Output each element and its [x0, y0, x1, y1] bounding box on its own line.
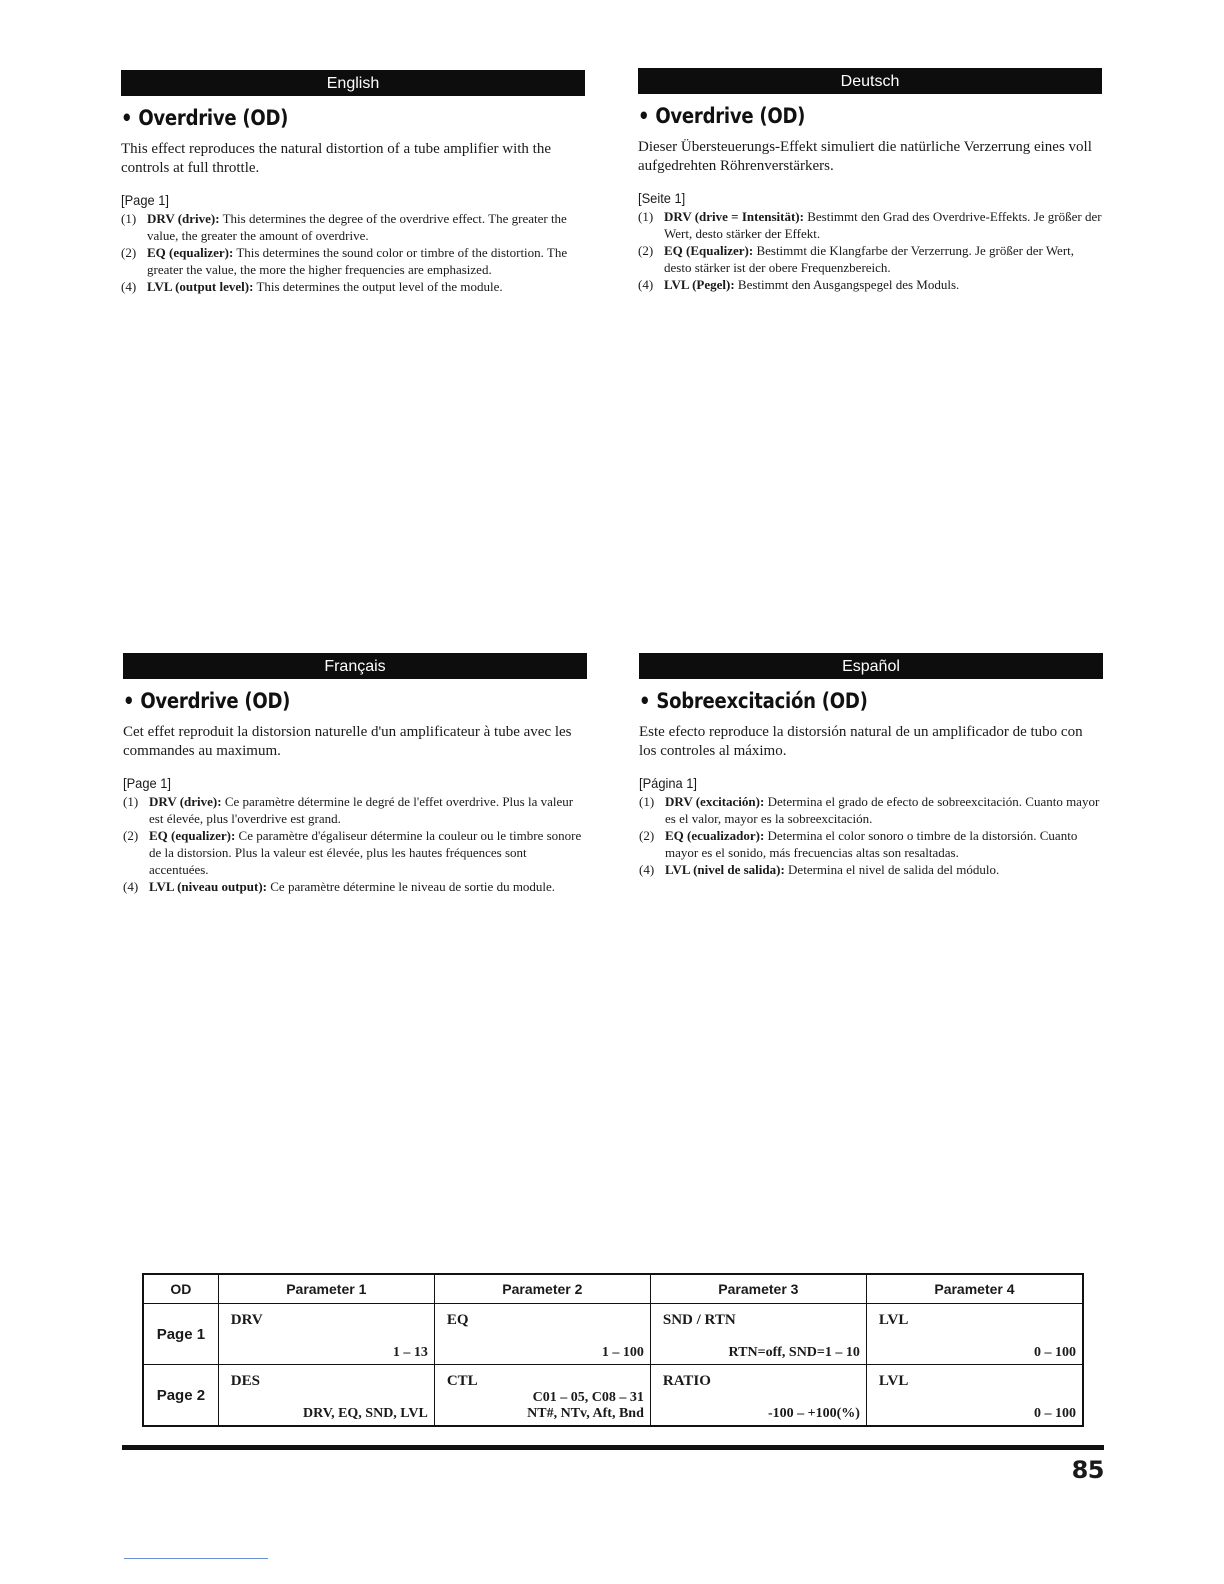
param-desc: Bestimmt den Grad des Overdrive-Effekts. Je größer der Wert, desto stärker der Effekt.	[664, 209, 1102, 241]
param-desc: Determina el color sonoro o timbre de la distorsión. Cuanto mayor es el sonido, más frecuencias altas son resaltadas.	[665, 828, 1078, 860]
cell-param-range: RTN=off, SND=1 – 10	[728, 1345, 860, 1360]
param-desc: This determines the degree of the overdrive effect. The greater the value, the greater the amount of overdrive.	[147, 211, 567, 243]
page-label: [Seite 1]	[638, 190, 686, 206]
section-english	[121, 70, 585, 295]
intro-text: Dieser Übersteuerungs-Effekt simuliert die natürliche Verzerrung eines voll aufgedrehten Röhrenverstärkers.	[638, 139, 1092, 174]
table-header-row	[143, 1274, 1083, 1304]
param-name: EQ (ecualizador):	[665, 828, 765, 843]
param-item: (2) EQ (ecualizador): Determina el color sonoro o timbre de la distorsión. Cuanto mayor es el sonido, más frecuencias altas son resaltadas.	[639, 828, 1078, 860]
param-item: (1) DRV (drive): Ce paramètre détermine le degré de l'effet overdrive. Plus la valeur est élevée, plus l'overdrive est grand.	[123, 794, 574, 826]
table-row	[143, 1365, 1083, 1427]
cell-param-range: 0 – 100	[1034, 1406, 1076, 1421]
table-cell	[218, 1304, 434, 1365]
cell-param-name: DES	[230, 1373, 260, 1389]
param-list	[639, 793, 1103, 878]
cell-param-name: EQ	[446, 1312, 469, 1328]
table-header: OD	[143, 1274, 218, 1304]
param-item: (4) LVL (niveau output): Ce paramètre détermine le niveau de sortie du module.	[123, 879, 556, 894]
param-item: (4) LVL (Pegel): Bestimmt den Ausgangspegel des Moduls.	[638, 277, 960, 292]
param-desc: This determines the sound color or timbre of the distortion. The greater the value, the more the higher frequencies are emphasized.	[147, 245, 568, 277]
param-desc: Determina el nivel de salida del módulo.	[788, 862, 1000, 877]
cell-param-name: RATIO	[662, 1373, 711, 1389]
parameter-table	[142, 1273, 1084, 1427]
param-name: LVL (niveau output):	[149, 879, 267, 894]
param-desc: Ce paramètre détermine le degré de l'effet overdrive. Plus la valeur est élevée, plus l'overdrive est grand.	[149, 794, 574, 826]
param-desc: Bestimmt die Klangfarbe der Verzerrung. Je größer der Wert, desto stärker ist der obere Frequenzbereich.	[664, 243, 1075, 275]
cell-param-name: CTL	[446, 1373, 478, 1389]
cell-param-name: LVL	[878, 1373, 909, 1389]
table-cell	[650, 1304, 866, 1365]
language-bar-francais: Français	[123, 653, 587, 679]
cell-param-name: LVL	[878, 1312, 909, 1328]
language-bar-espanol: Español	[639, 653, 1103, 679]
table-cell	[434, 1365, 650, 1427]
param-desc: Ce paramètre détermine le niveau de sortie du module.	[270, 879, 556, 894]
scan-artifact-line	[124, 1558, 268, 1559]
intro-text: Este efecto reproduce la distorsión natural de un amplificador de tubo con los controles al máximo.	[639, 724, 1083, 759]
param-name: LVL (nivel de salida):	[665, 862, 785, 877]
param-desc: Bestimmt den Ausgangspegel des Moduls.	[737, 277, 960, 292]
section-title: • Overdrive (OD)	[638, 104, 806, 128]
param-name: LVL (output level):	[147, 279, 254, 294]
cell-param-range: DRV, EQ, SND, LVL	[303, 1406, 428, 1421]
cell-param-range: -100 – +100(%)	[767, 1406, 860, 1421]
section-francais	[123, 653, 587, 895]
param-desc: Determina el grado de efecto de sobreexcitación. Cuanto mayor es el valor, mayor es la sobreexcitación.	[665, 794, 1100, 826]
param-list	[121, 210, 585, 295]
cell-param-range: 1 – 100	[601, 1345, 644, 1360]
cell-param-name: DRV	[230, 1312, 263, 1328]
language-bar-english: English	[121, 70, 585, 96]
param-desc: Ce paramètre d'égaliseur détermine la couleur ou le timbre sonore de la distorsion. Plus la valeur est élevée, plus les hautes fréquences sont accentuées.	[149, 828, 582, 877]
intro-text: Cet effet reproduit la distorsion naturelle d'un amplificateur à tube avec les commandes au maximum.	[123, 724, 572, 759]
param-list	[123, 793, 587, 895]
table-header: Parameter 1	[218, 1274, 434, 1304]
section-deutsch	[638, 68, 1102, 293]
param-item: (1) DRV (excitación): Determina el grado de efecto de sobreexcitación. Cuanto mayor es el valor, mayor es la sobreexcitación.	[639, 794, 1100, 826]
param-item: (1) DRV (drive = Intensität): Bestimmt den Grad des Overdrive-Effekts. Je größer der Wert, desto stärker der Effekt.	[638, 209, 1102, 241]
param-name: EQ (equalizer):	[149, 828, 236, 843]
param-list	[638, 208, 1102, 293]
param-item: (2) EQ (equalizer): This determines the sound color or timbre of the distortion. The greater the value, the more the higher frequencies are emphasized.	[121, 245, 568, 277]
cell-param-range: C01 – 05, C08 – 31 NT#, NTv, Aft, Bnd	[527, 1390, 644, 1421]
param-item: (4) LVL (output level): This determines the output level of the module.	[121, 279, 503, 294]
section-espanol	[639, 653, 1103, 878]
param-desc: This determines the output level of the module.	[256, 279, 503, 294]
param-item: (1) DRV (drive): This determines the degree of the overdrive effect. The greater the value, the greater the amount of overdrive.	[121, 211, 567, 243]
table-cell	[434, 1304, 650, 1365]
param-name: EQ (equalizer):	[147, 245, 234, 260]
param-name: EQ (Equalizer):	[664, 243, 754, 258]
table-cell	[218, 1365, 434, 1427]
cell-param-range: 0 – 100	[1034, 1345, 1076, 1360]
language-bar-deutsch: Deutsch	[638, 68, 1102, 94]
table-cell	[866, 1304, 1083, 1365]
section-title: • Overdrive (OD)	[123, 689, 291, 713]
bottom-rule-divider	[122, 1445, 1104, 1450]
cell-param-range: 1 – 13	[392, 1345, 428, 1360]
table-cell	[866, 1365, 1083, 1427]
table-header: Parameter 2	[434, 1274, 650, 1304]
row-label: Page 1	[143, 1304, 218, 1365]
page-label: [Página 1]	[639, 775, 698, 791]
param-name: DRV (excitación):	[665, 794, 765, 809]
param-item: (2) EQ (Equalizer): Bestimmt die Klangfarbe der Verzerrung. Je größer der Wert, desto stärker ist der obere Frequenzbereich.	[638, 243, 1075, 275]
section-title: • Overdrive (OD)	[121, 106, 289, 130]
table-row	[143, 1304, 1083, 1365]
param-name: DRV (drive):	[147, 211, 220, 226]
cell-param-name: SND / RTN	[662, 1312, 736, 1328]
param-item: (4) LVL (nivel de salida): Determina el nivel de salida del módulo.	[639, 862, 1000, 877]
param-name: LVL (Pegel):	[664, 277, 735, 292]
page-number: 85	[1071, 1456, 1104, 1484]
param-name: DRV (drive = Intensität):	[664, 209, 804, 224]
page-label: [Page 1]	[123, 775, 171, 791]
table-header: Parameter 3	[650, 1274, 866, 1304]
section-title: • Sobreexcitación (OD)	[639, 689, 868, 713]
param-name: DRV (drive):	[149, 794, 222, 809]
param-item: (2) EQ (equalizer): Ce paramètre d'égaliseur détermine la couleur ou le timbre sonore de la distorsion. Plus la valeur est élevée, plus les hautes fréquences sont accentuées.	[123, 828, 582, 877]
intro-text: This effect reproduces the natural distortion of a tube amplifier with the controls at full throttle.	[121, 141, 551, 176]
page-label: [Page 1]	[121, 192, 169, 208]
table-header: Parameter 4	[866, 1274, 1083, 1304]
row-label: Page 2	[143, 1365, 218, 1427]
table-cell	[650, 1365, 866, 1427]
